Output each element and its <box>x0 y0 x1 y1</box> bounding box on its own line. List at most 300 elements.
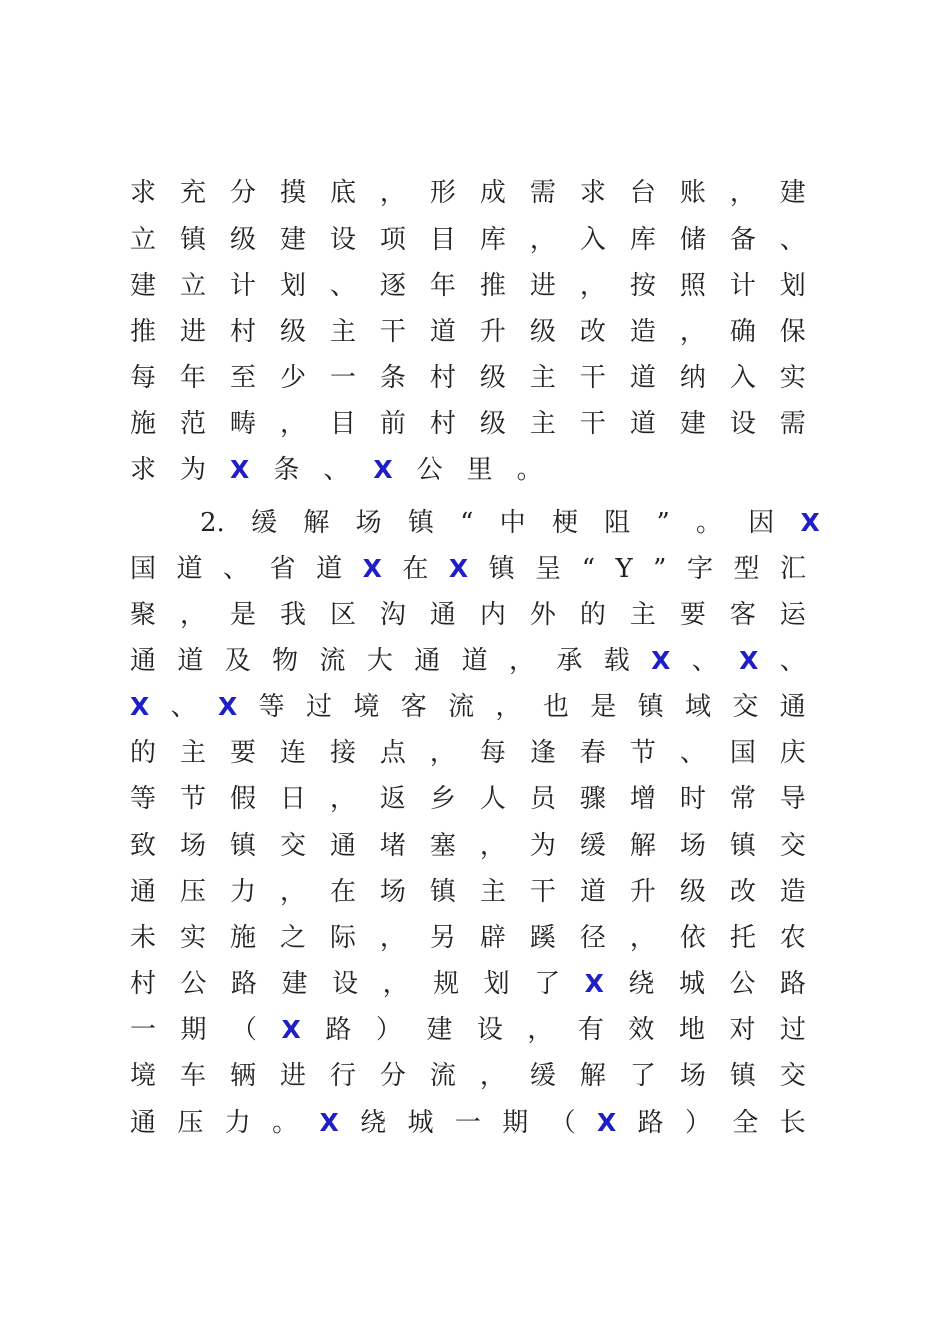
text-char: 年 <box>429 271 456 301</box>
text-char: 字 <box>686 554 713 584</box>
text-char: 有 <box>577 1015 604 1045</box>
placeholder-mark: X <box>230 455 250 484</box>
text-char: 人 <box>479 784 506 814</box>
text-char: ， <box>429 738 456 768</box>
text-char: 在 <box>402 554 429 584</box>
text-char: 需 <box>529 178 556 208</box>
text-char: 设 <box>332 969 359 999</box>
text-char: 通 <box>130 646 157 676</box>
text-char: 计 <box>229 271 256 301</box>
text-char: 车 <box>179 1061 206 1091</box>
text-char: 形 <box>429 178 456 208</box>
text-char: 区 <box>329 600 356 630</box>
text-char: 、 <box>691 646 718 676</box>
text-char: 的 <box>130 738 157 768</box>
text-char: 点 <box>379 738 406 768</box>
text-char: 道 <box>629 409 656 439</box>
text-char: 场 <box>679 1061 706 1091</box>
text-char: 交 <box>732 692 759 722</box>
text-char: 确 <box>729 317 756 347</box>
text-char: ， <box>329 784 356 814</box>
text-char: 期 <box>180 1015 207 1045</box>
text-char: 压 <box>179 877 206 907</box>
text-char: 。 <box>696 508 723 538</box>
text-char: 干 <box>579 409 606 439</box>
text-char: 一 <box>454 1108 481 1138</box>
text-char: 需 <box>779 409 806 439</box>
text-char: 范 <box>179 409 206 439</box>
text-char: ” <box>656 508 670 538</box>
text-char: 要 <box>229 738 256 768</box>
text-char: 流 <box>319 646 346 676</box>
body-text-line <box>130 874 806 910</box>
text-char: 改 <box>729 877 756 907</box>
text-char: 过 <box>779 1015 806 1045</box>
text-char: 条 <box>379 363 406 393</box>
text-char: 场 <box>379 877 406 907</box>
text-char: 道 <box>579 877 606 907</box>
text-char: 等 <box>130 784 157 814</box>
text-char: 立 <box>179 271 206 301</box>
text-char: 入 <box>579 225 606 255</box>
text-char: 逢 <box>529 738 556 768</box>
body-text-line <box>130 268 806 304</box>
text-char: 力 <box>224 1108 251 1138</box>
text-char: 升 <box>479 317 506 347</box>
text-char: 辟 <box>479 923 506 953</box>
text-char: “ <box>581 554 595 584</box>
placeholder-mark: X <box>584 969 604 998</box>
text-char: 底 <box>329 178 356 208</box>
body-text-line <box>130 452 806 488</box>
text-char: ， <box>279 409 306 439</box>
text-char: ， <box>495 692 522 722</box>
text-char: 设 <box>329 225 356 255</box>
text-char: 级 <box>679 877 706 907</box>
text-char: 日 <box>279 784 306 814</box>
text-char: 干 <box>379 317 406 347</box>
text-char: （ <box>549 1108 576 1138</box>
text-char: 主 <box>529 363 556 393</box>
text-char: 节 <box>179 784 206 814</box>
text-char: 划 <box>779 271 806 301</box>
text-char: 聚 <box>130 600 157 630</box>
text-char: ， <box>527 1015 554 1045</box>
text-char: 长 <box>779 1108 806 1138</box>
text-char: 建 <box>281 969 308 999</box>
text-char: 台 <box>629 178 656 208</box>
text-char: 春 <box>579 738 606 768</box>
text-char: 是 <box>590 692 617 722</box>
text-char: 交 <box>779 831 806 861</box>
text-char: 交 <box>779 1061 806 1091</box>
text-char: 客 <box>400 692 427 722</box>
text-char: 交 <box>279 831 306 861</box>
text-char: 假 <box>229 784 256 814</box>
placeholder-mark: X <box>362 554 382 583</box>
text-char: 国 <box>130 554 157 584</box>
body-text-line <box>130 828 806 864</box>
text-char: 流 <box>429 1061 456 1091</box>
body-text-line <box>130 597 806 633</box>
body-text-line <box>130 551 806 587</box>
text-char: 账 <box>679 178 706 208</box>
text-char: 2. <box>200 508 225 538</box>
text-char: 全 <box>732 1108 759 1138</box>
text-char: 中 <box>499 508 526 538</box>
text-char: 及 <box>224 646 251 676</box>
text-char: 外 <box>529 600 556 630</box>
text-char: 径 <box>579 923 606 953</box>
text-char: 。 <box>272 1108 299 1138</box>
placeholder-mark: X <box>448 554 469 583</box>
text-char: 境 <box>353 692 380 722</box>
text-char: 推 <box>130 317 157 347</box>
text-char: 求 <box>130 455 157 485</box>
text-char: 国 <box>729 738 756 768</box>
text-char: 村 <box>130 969 157 999</box>
text-char: 每 <box>130 363 157 393</box>
text-char: 镇 <box>729 831 756 861</box>
text-char: 求 <box>579 178 606 208</box>
text-char: 道 <box>177 646 204 676</box>
text-char: 通 <box>130 1108 157 1138</box>
text-char: 路 <box>637 1108 664 1138</box>
text-char: 为 <box>180 455 207 485</box>
text-char: 进 <box>179 317 206 347</box>
text-char: ， <box>529 225 556 255</box>
text-char: 、 <box>170 692 197 722</box>
text-char: 一 <box>329 363 356 393</box>
placeholder-mark: X <box>373 455 393 484</box>
text-char: 主 <box>329 317 356 347</box>
text-char: ， <box>379 178 406 208</box>
text-char: 村 <box>429 409 456 439</box>
text-char: 划 <box>279 271 306 301</box>
text-char: ， <box>279 877 306 907</box>
text-char: 、 <box>323 455 350 485</box>
text-char: 建 <box>779 178 806 208</box>
placeholder-mark: X <box>319 1108 339 1137</box>
text-char: 载 <box>603 646 630 676</box>
text-char: 计 <box>729 271 756 301</box>
text-char: 按 <box>629 271 656 301</box>
text-char: 建 <box>679 409 706 439</box>
text-char: 条 <box>273 455 300 485</box>
text-char: 级 <box>479 363 506 393</box>
text-char: 我 <box>279 600 306 630</box>
text-char: ， <box>579 271 606 301</box>
text-char: 骤 <box>579 784 606 814</box>
text-char: 之 <box>279 923 306 953</box>
body-text-line <box>130 360 806 396</box>
placeholder-mark: X <box>651 646 671 675</box>
text-char: 对 <box>729 1015 756 1045</box>
text-char: 增 <box>629 784 656 814</box>
text-char: 级 <box>479 409 506 439</box>
text-char: 道 <box>461 646 488 676</box>
text-char: ） <box>375 1015 402 1045</box>
text-char: ” <box>653 554 667 584</box>
text-char: ， <box>382 969 409 999</box>
body-text-line <box>130 689 806 725</box>
text-char: 纳 <box>679 363 706 393</box>
text-char: 呈 <box>535 554 562 584</box>
text-char: “ <box>460 508 474 538</box>
text-char: 摸 <box>279 178 306 208</box>
placeholder-mark: X <box>281 1015 301 1044</box>
text-char: 干 <box>579 363 606 393</box>
text-char: 力 <box>229 877 256 907</box>
text-char: 镇 <box>229 831 256 861</box>
text-char: 建 <box>279 225 306 255</box>
text-char: 分 <box>379 1061 406 1091</box>
text-char: 路 <box>325 1015 352 1045</box>
body-text-line <box>130 314 806 350</box>
text-char: 解 <box>629 831 656 861</box>
body-text-line <box>130 920 806 956</box>
text-char: 际 <box>329 923 356 953</box>
text-char: 乡 <box>429 784 456 814</box>
text-char: 村 <box>229 317 256 347</box>
text-char: 庆 <box>779 738 806 768</box>
text-char: 入 <box>729 363 756 393</box>
text-char: 运 <box>779 600 806 630</box>
body-text-line <box>130 222 806 258</box>
text-char: 施 <box>229 923 256 953</box>
text-char: 、 <box>329 271 356 301</box>
text-char: 备 <box>729 225 756 255</box>
text-char: 主 <box>629 600 656 630</box>
text-char: 城 <box>407 1108 434 1138</box>
text-char: 、 <box>679 738 706 768</box>
text-char: 另 <box>429 923 456 953</box>
placeholder-mark: X <box>739 646 759 675</box>
text-char: 成 <box>479 178 506 208</box>
text-char: 求 <box>130 178 157 208</box>
text-char: 镇 <box>407 508 434 538</box>
text-char: ， <box>479 1061 506 1091</box>
text-char: 畴 <box>229 409 256 439</box>
text-char: 、 <box>223 554 250 584</box>
text-char: 缓 <box>579 831 606 861</box>
text-char: 保 <box>779 317 806 347</box>
body-text-line <box>130 175 806 211</box>
text-char: 通 <box>414 646 441 676</box>
text-char: 沟 <box>379 600 406 630</box>
text-char: 域 <box>685 692 712 722</box>
text-char: 规 <box>433 969 460 999</box>
text-char: 也 <box>542 692 569 722</box>
text-char: 缓 <box>529 1061 556 1091</box>
body-text-line <box>130 1012 806 1048</box>
text-char: 镇 <box>179 225 206 255</box>
text-char: 辆 <box>229 1061 256 1091</box>
text-char: 物 <box>272 646 299 676</box>
text-char: 实 <box>779 363 806 393</box>
text-char: 储 <box>679 225 706 255</box>
text-char: 少 <box>279 363 306 393</box>
text-char: 解 <box>579 1061 606 1091</box>
placeholder-mark: X <box>218 692 238 721</box>
text-char: 为 <box>529 831 556 861</box>
text-char: 进 <box>529 271 556 301</box>
text-char: 流 <box>448 692 475 722</box>
text-char: 道 <box>316 554 343 584</box>
text-char: 建 <box>130 271 157 301</box>
body-text-line <box>130 406 806 442</box>
text-char: 、 <box>779 225 806 255</box>
text-char: 接 <box>329 738 356 768</box>
text-char: 通 <box>429 600 456 630</box>
body-text-line <box>130 1058 806 1094</box>
text-char: 通 <box>130 877 157 907</box>
text-char: 镇 <box>637 692 664 722</box>
text-char: 堵 <box>379 831 406 861</box>
body-text-line <box>130 781 806 817</box>
text-char: 返 <box>379 784 406 814</box>
text-char: 造 <box>629 317 656 347</box>
text-char: 地 <box>678 1015 705 1045</box>
text-char: 压 <box>177 1108 204 1138</box>
text-char: 常 <box>729 784 756 814</box>
text-char: ） <box>685 1108 712 1138</box>
text-char: 承 <box>556 646 583 676</box>
text-char: 每 <box>479 738 506 768</box>
text-char: 解 <box>303 508 330 538</box>
text-char: 镇 <box>729 1061 756 1091</box>
text-char: 一 <box>130 1015 157 1045</box>
text-char: 、 <box>779 646 806 676</box>
text-char: 场 <box>679 831 706 861</box>
text-char: 通 <box>329 831 356 861</box>
text-char: 公 <box>729 969 756 999</box>
text-char: 要 <box>679 600 706 630</box>
text-char: 因 <box>748 508 775 538</box>
text-char: 镇 <box>429 877 456 907</box>
text-char: 改 <box>579 317 606 347</box>
text-char: Y <box>615 554 633 584</box>
text-char: 设 <box>476 1015 503 1045</box>
text-char: 场 <box>355 508 382 538</box>
text-char: ， <box>509 646 536 676</box>
body-text-line <box>200 505 820 541</box>
text-char: 造 <box>779 877 806 907</box>
text-char: 主 <box>479 877 506 907</box>
text-char: 导 <box>779 784 806 814</box>
text-char: 建 <box>426 1015 453 1045</box>
placeholder-mark: X <box>597 1108 617 1137</box>
text-char: 级 <box>229 225 256 255</box>
text-char: 致 <box>130 831 157 861</box>
text-char: 主 <box>179 738 206 768</box>
text-char: 里 <box>466 455 493 485</box>
text-char: 设 <box>729 409 756 439</box>
text-char: 。 <box>516 455 543 485</box>
text-char: 节 <box>629 738 656 768</box>
text-char: 大 <box>366 646 393 676</box>
text-char: 库 <box>629 225 656 255</box>
text-char: 至 <box>229 363 256 393</box>
text-char: 实 <box>179 923 206 953</box>
text-char: 前 <box>379 409 406 439</box>
text-char: 库 <box>479 225 506 255</box>
text-char: 绕 <box>628 969 655 999</box>
body-text-line <box>130 643 806 679</box>
text-char: ， <box>379 923 406 953</box>
text-char: 升 <box>629 877 656 907</box>
text-char: 推 <box>479 271 506 301</box>
text-char: 省 <box>269 554 296 584</box>
text-char: 是 <box>229 600 256 630</box>
text-char: 分 <box>229 178 256 208</box>
text-char: 未 <box>130 923 157 953</box>
text-char: 级 <box>279 317 306 347</box>
text-char: 场 <box>179 831 206 861</box>
text-char: 路 <box>231 969 258 999</box>
text-char: 级 <box>529 317 556 347</box>
text-char: 立 <box>130 225 157 255</box>
text-char: 梗 <box>551 508 578 538</box>
text-char: ， <box>479 831 506 861</box>
text-char: 效 <box>628 1015 655 1045</box>
text-char: 连 <box>279 738 306 768</box>
text-char: 目 <box>329 409 356 439</box>
text-char: 农 <box>779 923 806 953</box>
text-char: 公 <box>416 455 443 485</box>
text-char: 境 <box>130 1061 157 1091</box>
text-char: 主 <box>529 409 556 439</box>
text-char: 了 <box>534 969 561 999</box>
text-char: 阻 <box>604 508 631 538</box>
body-text-line <box>130 735 806 771</box>
text-char: 道 <box>176 554 203 584</box>
text-char: 汇 <box>779 554 806 584</box>
text-char: 城 <box>678 969 705 999</box>
text-char: 通 <box>779 692 806 722</box>
text-char: 在 <box>329 877 356 907</box>
text-char: 项 <box>379 225 406 255</box>
text-char: 内 <box>479 600 506 630</box>
text-char: 施 <box>130 409 157 439</box>
text-char: 道 <box>629 363 656 393</box>
text-char: 员 <box>529 784 556 814</box>
body-text-line <box>130 966 806 1002</box>
text-char: （ <box>231 1015 258 1045</box>
text-char: 客 <box>729 600 756 630</box>
text-char: ， <box>629 923 656 953</box>
text-char: 逐 <box>379 271 406 301</box>
text-char: 划 <box>483 969 510 999</box>
text-char: 了 <box>629 1061 656 1091</box>
text-char: 行 <box>329 1061 356 1091</box>
text-char: 道 <box>429 317 456 347</box>
text-char: 绕 <box>360 1108 387 1138</box>
text-char: 公 <box>180 969 207 999</box>
text-char: 充 <box>179 178 206 208</box>
text-char: ， <box>179 600 206 630</box>
text-char: 依 <box>679 923 706 953</box>
text-char: 型 <box>733 554 760 584</box>
text-char: 的 <box>579 600 606 630</box>
text-char: 时 <box>679 784 706 814</box>
text-char: 蹊 <box>529 923 556 953</box>
text-char: 镇 <box>488 554 515 584</box>
body-text-line <box>130 1105 806 1141</box>
text-char: 照 <box>679 271 706 301</box>
text-char: 缓 <box>251 508 278 538</box>
text-char: 干 <box>529 877 556 907</box>
